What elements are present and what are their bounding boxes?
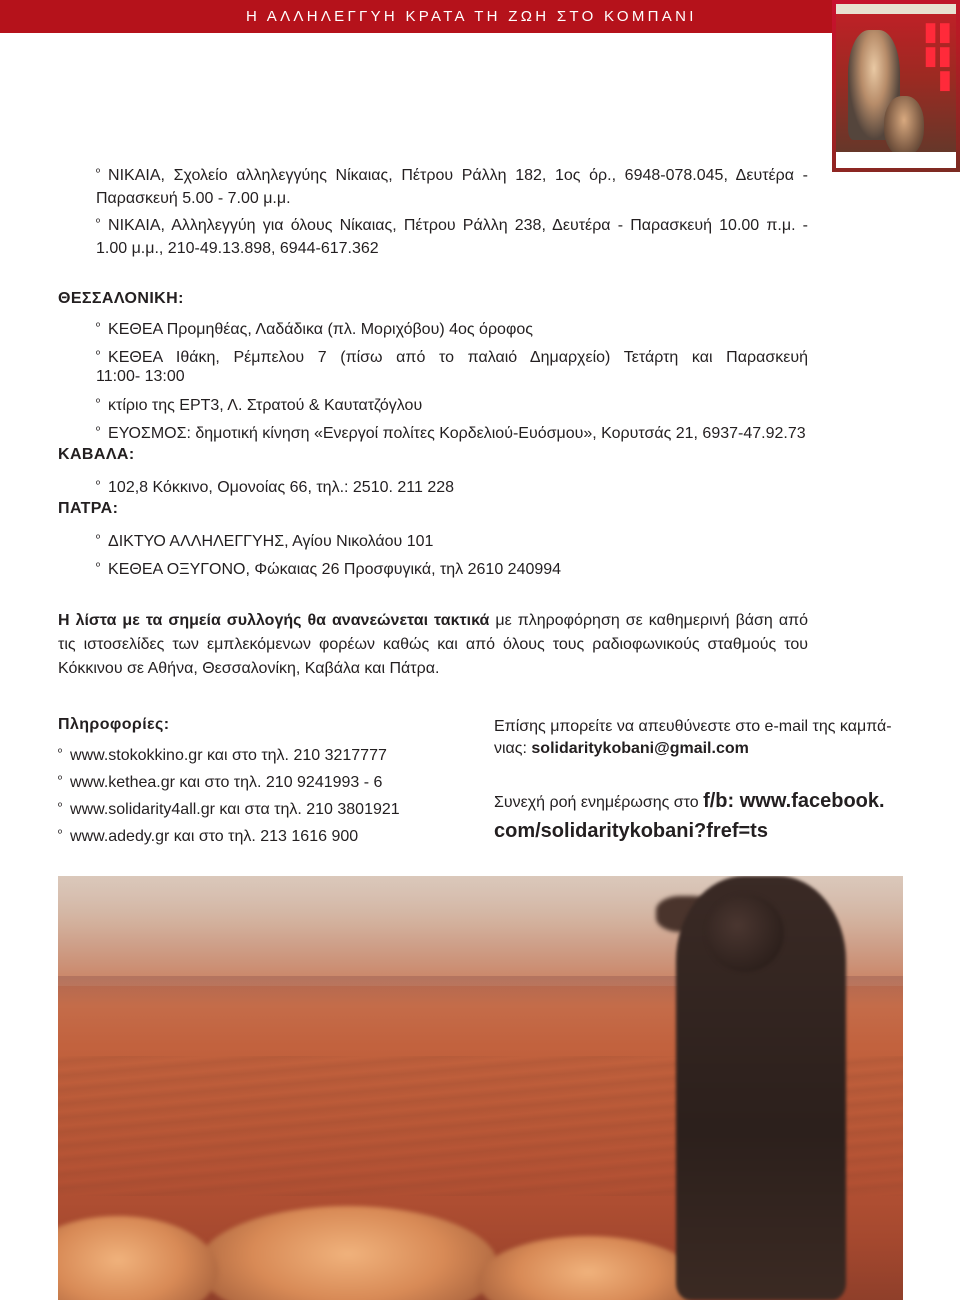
bullet-icon: º [58, 747, 63, 759]
bullet-icon: º [58, 828, 63, 840]
heading-info: Πληροφορίες: [58, 716, 170, 733]
notice-bold: Η λίστα με τα σημεία συλλογής θα ανανεώνεται τακτικά [58, 612, 490, 629]
header-band [0, 0, 832, 33]
list-item-thessaloniki: $^º$ ΕΥΟΣΜΟΣ: δημοτική κίνηση «Ενεργοί πολίτες Κορδελιού-Ευόσμου», Κορυτσάς 21, 6937-47.92.73 [96, 425, 806, 442]
bullet-icon: º [96, 167, 101, 179]
info-link-item[interactable]: $^º$ www.adedy.gr και στο τηλ. 213 1616 900 [58, 828, 359, 845]
bullet-icon: º [96, 349, 101, 361]
photo-man-head [706, 894, 784, 972]
heading-kavala: ΚΑΒΑΛΑ: [58, 446, 135, 463]
list-item-nikaia-2-line2: 1.00 μ.μ., 210-49.13.898, 6944-617.362 [96, 240, 379, 257]
list-item-nikaia-2-line1: $^º$ ΝΙΚΑΙΑ, Αλληλεγγύη για όλους Νίκαιας, Πέτρου Ράλλη 238, Δευτέρα - Παρασκευή 10.00 π.μ. - [96, 217, 808, 234]
bullet-icon: º [96, 217, 101, 229]
contact-email-line2: νιας: solidaritykobani@gmail.com [494, 740, 749, 757]
list-item-thessaloniki: $^º$ ΚΕΘΕΑ Ιθάκη, Ρέμπελου 7 (πίσω από το παλαιό Δημαρχείο) Τετάρτη και Παρασκευή [96, 349, 808, 366]
list-item-thessaloniki: $^º$ κτίριο της ΕΡΤ3, Λ. Στρατού & Καυτατζόγλου [96, 397, 423, 414]
bullet-icon: º [96, 561, 101, 573]
magazine-cover-image [832, 0, 960, 172]
bullet-icon: º [96, 425, 101, 437]
bullet-icon: º [58, 801, 63, 813]
facebook-link-continued[interactable]: com/solidaritykobani?fref=ts [494, 820, 768, 842]
cover-child-figure [884, 96, 924, 156]
list-item-kavala: $^º$ 102,8 Κόκκινο, Ομονοίας 66, τηλ.: 2510. 211 228 [96, 479, 455, 496]
photo-foreground-rock [58, 1216, 218, 1300]
list-item-patra: $^º$ ΔΙΚΤΥΟ ΑΛΛΗΛΕΓΓΥΗΣ, Αγίου Νικολάου 101 [96, 533, 434, 550]
bullet-icon: º [96, 397, 101, 409]
cover-top-strip [836, 4, 956, 14]
notice-line-3: Κόκκινου σε Αθήνα, Θεσσαλονίκη, Καβάλα και Πάτρα. [58, 660, 440, 677]
landscape-photo [58, 876, 903, 1300]
bullet-icon: º [96, 533, 101, 545]
email-link[interactable]: solidaritykobani@gmail.com [531, 740, 749, 757]
list-item-nikaia-1-line2: Παρασκευή 5.00 - 7.00 μ.μ. [96, 190, 291, 207]
heading-thessaloniki: ΘΕΣΣΑΛΟΝΙΚΗ: [58, 290, 184, 307]
info-link-item[interactable]: $^º$ www.solidarity4all.gr και στα τηλ. 210 3801921 [58, 801, 400, 818]
contact-facebook-line1: Συνεχή ροή ενημέρωσης στο f/b: www.facebook. [494, 790, 885, 812]
facebook-link[interactable]: f/b: www.facebook. [703, 790, 885, 812]
bullet-icon: º [96, 479, 101, 491]
cover-masthead-graphic: ▮▮ ▮▮ ▮ [923, 17, 952, 95]
photo-foreground-rock [198, 1206, 498, 1300]
notice-line-2: τις ιστοσελίδες των εμπλεκόμενων φορέων καθώς και από όλους τους ραδιοφωνικούς σταθμούς του [58, 636, 808, 653]
photo-foreground-rock [478, 1236, 698, 1300]
list-item-patra: $^º$ ΚΕΘΕΑ ΟΞΥΓΟΝΟ, Φώκαιας 26 Προσφυγικά, τηλ 2610 240994 [96, 561, 562, 578]
info-link-item[interactable]: $^º$ www.kethea.gr και στο τηλ. 210 9241993 - 6 [58, 774, 383, 791]
contact-email-line1: Επίσης μπορείτε να απευθύνεστε στο e-mail της καμπά- [494, 718, 892, 735]
list-item-nikaia-1-line1: $^º$ ΝΙΚΑΙΑ, Σχολείο αλληλεγγύης Νίκαιας, Πέτρου Ράλλη 182, 1ος όρ., 6948-078.045, Δευτέρα - [96, 167, 808, 184]
cover-footer-strip [836, 152, 956, 168]
info-link-item[interactable]: $^º$ www.stokokkino.gr και στο τηλ. 210 3217777 [58, 747, 387, 764]
bullet-icon: º [58, 774, 63, 786]
list-item-thessaloniki: $^º$ ΚΕΘΕΑ Προμηθέας, Λαδάδικα (πλ. Μοριχόβου) 4ος όροφος [96, 321, 533, 338]
notice-line-1: Η λίστα με τα σημεία συλλογής θα ανανεώνεται τακτικά με πληροφόρηση σε καθημερινή βάση από [58, 612, 809, 629]
bullet-icon: º [96, 321, 101, 333]
header-title: Η ΑΛΛΗΛΕΓΓΥΗ ΚΡΑΤΑ ΤΗ ΖΩΗ ΣΤΟ ΚΟΜΠΑΝΙ [246, 8, 697, 25]
heading-patra: ΠΑΤΡΑ: [58, 500, 119, 517]
list-item-thessaloniki-continued: 11:00- 13:00 [96, 368, 185, 385]
